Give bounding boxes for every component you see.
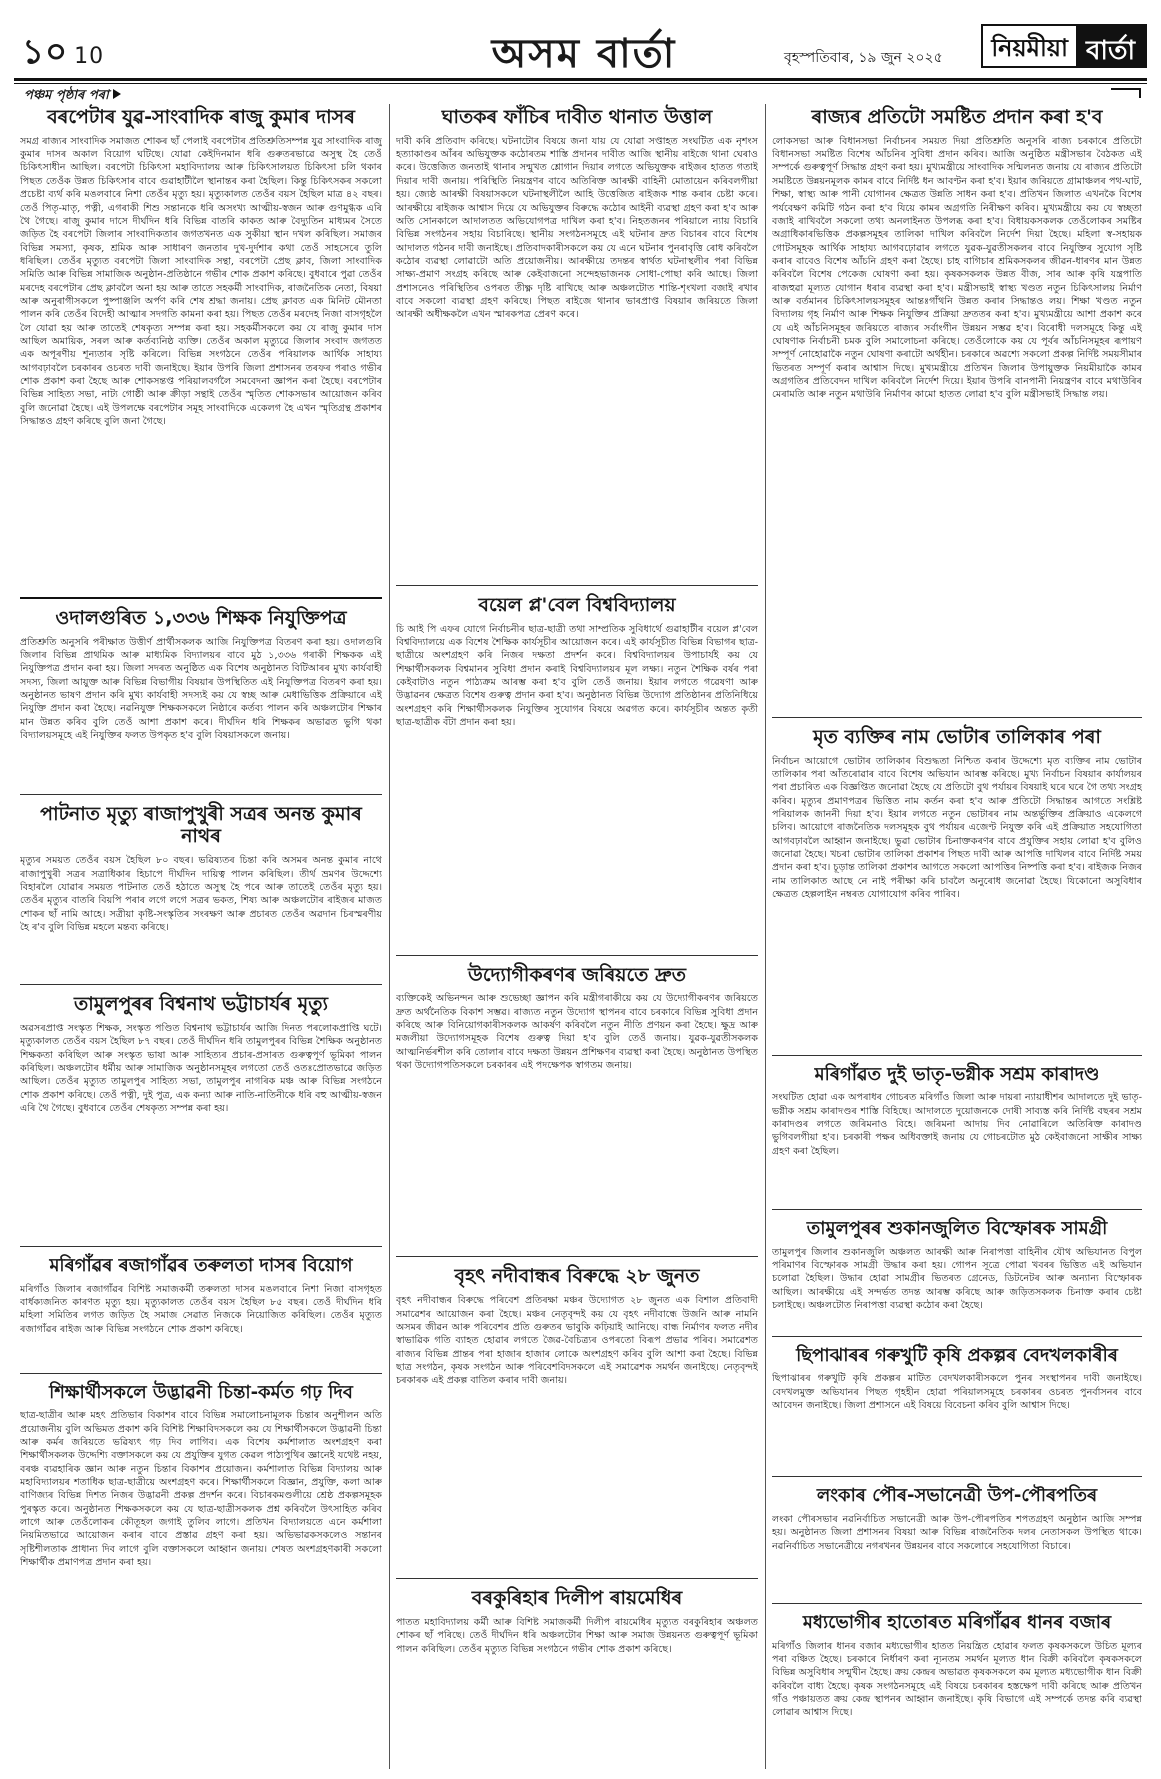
column-2	[396, 104, 758, 1769]
column-divider	[389, 104, 390, 1769]
masthead-rule	[14, 78, 1147, 81]
article-thana-protest	[396, 106, 758, 575]
logo-part-1: নিয়মীয়া	[991, 34, 1068, 62]
divider	[772, 1209, 1142, 1210]
page-number-alt: 10	[74, 44, 105, 69]
article-body: লোকসভা আৰু বিধানসভা নিৰ্বাচনৰ সময়ত দিয়া প্ৰতিশ্ৰুতি অনুসৰি ৰাজ্য চৰকাৰে প্ৰতিটো বিধানসভা সমষ্টিত বিশেষ আঁচনিৰ সুবিধা প্ৰদান কৰিব। আজি অনুষ্ঠিত মন্ত্ৰীসভাৰ বৈঠকত এই সম্পৰ্কে গুৰুত্বপূৰ্ণ সিদ্ধান্ত গ্ৰহণ কৰা হয়। মুখ্যমন্ত্ৰীয়ে সাংবাদিক সন্মিলনত জনায় যে ৰাজ্যৰ প্ৰতিটো সমষ্টিতে উন্নয়নমূলক কামৰ বাবে নিৰ্দিষ্ট ধন আবণ্টন কৰা হ'ব। ইয়াৰ জৰিয়তে গ্ৰামাঞ্চলৰ পথ-ঘাট, শিক্ষা, স্বাস্থ্য আৰু পানী যোগানৰ ক্ষেত্ৰত উন্নতি সাধন কৰা হ'ব। প্ৰতিখন জিলাত এখনকৈ বিশেষ পৰ্যবেক্ষণ কমিটি গঠন কৰা হ'ব যিয়ে কামৰ অগ্ৰগতি নিৰীক্ষণ কৰিব। মুখ্যমন্ত্ৰীয়ে কয় যে স্বচ্ছতা বজাই ৰাখিবলৈ সকলো তথ্য অনলাইনত উপলব্ধ কৰা হ'ব। বিধায়কসকলক তেওঁলোকৰ সমষ্টিৰ অগ্ৰাধিকাৰভিত্তিক প্ৰকল্পসমূহৰ তালিকা দাখিল কৰিবলৈ নিৰ্দেশ দিয়া হৈছে। মহিলা স্ব-সহায়ক গোটসমূহক আৰ্থিক সাহায্য আগবঢ়োৱাৰ লগতে যুৱক-যুৱতীসকলৰ বাবে নিযুক্তিৰ সুযোগ সৃষ্টি কৰাৰ বাবেও বিশেষ আঁচনি গ্ৰহণ কৰা হৈছে। চাহ বাগিচাৰ শ্ৰমিকসকলৰ জীৱন-ধাৰণৰ মান উন্নত কৰিবলৈ বিশেষ পেকেজ ঘোষণা কৰা হয়। কৃষকসকলক উন্নত বীজ, সাৰ আৰু কৃষি যন্ত্ৰপাতি ৰাজহুৱা মূল্যত যোগান ধৰাৰ ব্যৱস্থা কৰা হ'ব। মন্ত্ৰীসভাই স্বাস্থ্য খণ্ডত নতুন চিকিৎসালয় নিৰ্মাণ আৰু বৰ্তমানৰ চিকিৎসালয়সমূহৰ আন্তঃগাঁথনি উন্নত কৰাৰ সিদ্ধান্তও লয়। শিক্ষা খণ্ডত নতুন বিদ্যালয় গৃহ নিৰ্মাণ আৰু শিক্ষক নিযুক্তিৰ প্ৰক্ৰিয়া দ্ৰুততৰ কৰা হ'ব। মুখ্যমন্ত্ৰীয়ে আশা প্ৰকাশ কৰে যে এই আঁচনিসমূহৰ জৰিয়তে ৰাজ্যৰ সৰ্বাংগীন উন্নয়ন সম্ভৱ হ'ব। বিৰোধী দলসমূহে কিন্তু এই ঘোষণাক নিৰ্বাচনী চমক বুলি সমালোচনা কৰিছে। তেওঁলোকে কয় যে পূৰ্বৰ আঁচনিসমূহৰ ৰূপায়ণ সম্পূৰ্ণ নোহোৱাকৈ নতুন ঘোষণা কৰাটো অৰ্থহীন। চৰকাৰে অৱশ্যে সকলো প্ৰকল্প নিৰ্দিষ্ট সময়সীমাৰ ভিতৰত সম্পূৰ্ণ কৰাৰ আশ্বাস দিছে। মুখ্যমন্ত্ৰীয়ে প্ৰতিখন জিলাৰ উপায়ুক্তক নিয়মীয়াকৈ কামৰ অগ্ৰগতিৰ প্ৰতিবেদন দাখিল কৰিবলৈ নিৰ্দেশ দিয়ে। ইয়াৰ উপৰি বানপানী নিয়ন্ত্ৰণৰ বাবে মথাউৰিৰ মেৰামতি আৰু নতুন মথাউৰি নিৰ্মাণৰ কামো হাতত লোৱা হ'ব বুলি মন্ত্ৰীসভাই সিদ্ধান্ত লয়।	[772, 135, 1142, 401]
article-body: প্ৰতিশ্ৰুতি অনুসৰি পৰীক্ষাত উত্তীৰ্ণ প্ৰাৰ্থীসকলক আজি নিযুক্তিপত্ৰ বিতৰণ কৰা হয়। ওদালগুৰি জিলাৰ বিভিন্ন প্ৰাথমিক আৰু মাধ্যমিক বিদ্যালয়ৰ বাবে মুঠ ১,৩৩৬ গৰাকী শিক্ষকক এই নিযুক্তিপত্ৰ প্ৰদান কৰা হয়। জিলা সদৰত অনুষ্ঠিত এক বিশেষ অনুষ্ঠানত বিটিআৰৰ মুখ্য কাৰ্যবাহী সদস্য, জিলা আয়ুক্ত আৰু বিভিন্ন বিভাগীয় বিষয়াৰ উপস্থিতিত এই নিযুক্তিপত্ৰ বিতৰণ কৰা হয়। অনুষ্ঠানত ভাষণ প্ৰদান কৰি মুখ্য কাৰ্যবাহী সদস্যই কয় যে স্বচ্ছ আৰু মেধাভিত্তিক প্ৰক্ৰিয়াৰে এই নিযুক্তি প্ৰদান কৰা হৈছে। নৱনিযুক্ত শিক্ষকসকলে নিষ্ঠাৰে কৰ্তব্য পালন কৰি অঞ্চলটোৰ শিক্ষাৰ মান উন্নত কৰিব বুলি তেওঁ আশা প্ৰকাশ কৰে। দীৰ্ঘদিন ধৰি শিক্ষকৰ অভাৱত ভুগি থকা বিদ্যালয়সমূহে এই নিযুক্তিৰ ফলত উপকৃত হ'ব বুলি বিষয়াসকলে জনায়।	[20, 636, 382, 741]
article-body: নিৰ্বাচন আয়োগে ভোটাৰ তালিকাৰ বিশুদ্ধতা নিশ্চিত কৰাৰ উদ্দেশ্যে মৃত ব্যক্তিৰ নাম ভোটাৰ তালিকাৰ পৰা আঁতৰোৱাৰ বাবে বিশেষ অভিযান আৰম্ভ কৰিছে। মুখ্য নিৰ্বাচন বিষয়াৰ কাৰ্যালয়ৰ পৰা প্ৰচাৰিত এক বিজ্ঞপ্তিত জনোৱা হৈছে যে প্ৰতিটো বুথ পৰ্যায়ৰ বিষয়াই ঘৰে ঘৰে গৈ তথ্য সংগ্ৰহ কৰিব। মৃত্যুৰ প্ৰমাণপত্ৰৰ ভিত্তিত নাম কৰ্তন কৰা হ'ব আৰু প্ৰতিটো সিদ্ধান্তৰ আগতে সংশ্লিষ্ট পৰিয়ালক জাননী দিয়া হ'ব। ইয়াৰ লগতে নতুন ভোটাৰৰ নাম অন্তৰ্ভুক্তিৰ প্ৰক্ৰিয়াও একেলগে চলিব। আয়োগে ৰাজনৈতিক দলসমূহক বুথ পৰ্যায়ৰ এজেণ্ট নিযুক্ত কৰি এই প্ৰক্ৰিয়াত সহযোগিতা আগবঢ়াবলৈ আহ্বান জনাইছে। ভুৱা ভোটাৰ চিনাক্তকৰণৰ বাবে প্ৰযুক্তিৰ সহায় লোৱা হ'ব বুলিও জনোৱা হৈছে। খচৰা ভোটাৰ তালিকা প্ৰকাশৰ পিছত দাবী আৰু আপত্তি দাখিলৰ বাবে নিৰ্দিষ্ট সময় প্ৰদান কৰা হ'ব। চূড়ান্ত তালিকা প্ৰকাশৰ আগতে সকলো আপত্তিৰ নিষ্পত্তি কৰা হ'ব। ৰাইজক নিজৰ নাম তালিকাত আছে নে নাই পৰীক্ষা কৰি চাবলৈ অনুৰোধ জনোৱা হৈছে। যিকোনো অসুবিধাৰ ক্ষেত্ৰত হেল্পলাইন নম্বৰত যোগাযোগ কৰিব পাৰিব।	[772, 755, 1142, 901]
article-headline: তামুলপুৰৰ শুকানজুলিত বিস্ফোৰক সামগ্ৰী	[806, 1218, 1108, 1240]
article-body: মৰিগাঁও জিলাৰ ধানৰ বজাৰ মধ্যভোগীৰ হাতত নিয়ন্ত্ৰিত হোৱাৰ ফলত কৃষকসকলে উচিত মূল্যৰ পৰা বঞ্চিত হৈছে। চৰকাৰে নিৰ্ধাৰণ কৰা ন্যূনতম সমৰ্থন মূল্যত ধান বিক্ৰী কৰিবলৈ কৃষকসকলে বিভিন্ন অসুবিধাৰ সন্মুখীন হৈছে। ক্ৰয় কেন্দ্ৰৰ অভাৱত কৃষকসকলে কম মূল্যত মধ্যভোগীক ধান বিক্ৰী কৰিবলৈ বাধ্য হৈছে। কৃষক সংগঠনসমূহে এই বিষয়ে চৰকাৰৰ হস্তক্ষেপ দাবী কৰিছে আৰু প্ৰতিখন গাঁও পঞ্চায়তত ক্ৰয় কেন্দ্ৰ স্থাপনৰ আহ্বান জনাইছে। কৃষি বিভাগে এই সম্পৰ্কে তদন্ত কৰি ব্যৱস্থা লোৱাৰ আশ্বাস দিছে।	[772, 1640, 1142, 1719]
article-big-dam	[396, 1265, 758, 1568]
article-body: সংঘটিত হোৱা এক অপৰাধৰ গোচৰত মৰিগাঁও জিলা আৰু দায়ৰা ন্যায়াধীশৰ আদালতে দুই ভাতৃ-ভগ্নীক সশ্ৰম কাৰাদণ্ডৰ শাস্তি বিহিছে। আদালতে দুয়োজনকে দোষী সাব্যস্ত কৰি নিৰ্দিষ্ট বছৰৰ সশ্ৰম কাৰাদণ্ডৰ লগতে জৰিমনাও বিহে। জৰিমনা আদায় দিব নোৱাৰিলে অতিৰিক্ত কাৰাদণ্ড ভুগিবলগীয়া হ'ব। চৰকাৰী পক্ষৰ অধিবক্তাই জনায় যে গোচৰটোত মুঠ কেইবাজনো সাক্ষীৰ সাক্ষ্য গ্ৰহণ কৰা হৈছিল।	[772, 1092, 1142, 1157]
divider	[20, 1373, 382, 1374]
divider	[20, 597, 382, 599]
article-headline: মধ্যভোগীৰ হাতোৰত মৰিগাঁৱৰ ধানৰ বজাৰ	[802, 1611, 1112, 1633]
article-headline: বয়েল প্ল'বেল বিশ্ববিদ্যালয়	[478, 593, 676, 616]
newspaper-logo	[981, 24, 1147, 68]
divider	[20, 984, 382, 985]
publication-date: বৃহস্পতিবাৰ, ১৯ জুন ২০২৫	[784, 50, 943, 66]
article-headline: ৰাজ্যৰ প্ৰতিটো সমষ্টিত প্ৰদান কৰা হ'ব	[811, 106, 1103, 128]
divider	[772, 1603, 1142, 1604]
divider	[396, 955, 758, 956]
column-3	[772, 104, 1142, 1769]
divider	[772, 1055, 1142, 1056]
divider	[772, 1476, 1142, 1477]
masthead	[14, 18, 1147, 78]
article-borkurihar	[396, 1587, 758, 1708]
article-rajukumar	[20, 106, 382, 587]
article-headline: শিক্ষাৰ্থীসকলে উদ্ভাৱনী চিন্তা-কৰ্মত গঢ় দিব	[49, 1381, 353, 1403]
divider	[20, 794, 382, 795]
article-university	[396, 594, 758, 945]
article-body: মৃত্যুৰ সময়ত তেওঁৰ বয়স হৈছিল ৮০ বছৰ। ভৱিষ্যতৰ চিন্তা কৰি অসমৰ অনন্ত কুমাৰ নাথে ৰাজাপুখুৰী সত্ৰৰ সত্ৰাধিকাৰ হিচাপে দীৰ্ঘদিন দায়িত্ব পালন কৰিছিল। তীৰ্থ ভ্ৰমণৰ উদ্দেশ্যে বিহাৰলৈ যোৱাৰ সময়ত পাটনাত তেওঁ হঠাতে অসুস্থ হৈ পৰে আৰু তাতেই তেওঁৰ মৃত্যু হয়। তেওঁৰ মৃত্যুৰ বাতৰি বিয়পি পৰাৰ লগে লগে সত্ৰৰ ভকত, শিষ্য আৰু অঞ্চলটোৰ ৰাইজৰ মাজত শোকৰ ছাঁ নামি আহে। সত্ৰীয়া কৃষ্টি-সংস্কৃতিৰ সংৰক্ষণ আৰু প্ৰচাৰত তেওঁৰ অৱদান চিৰস্মৰণীয় হৈ ৰ'ব বুলি বিভিন্ন মহলে মন্তব্য কৰিছে।	[20, 855, 382, 933]
article-body: মৰিগাঁও জিলাৰ ৰজাগাঁৱৰ বিশিষ্ট সমাজকৰ্মী তৰুলতা দাসৰ মঙলবাৰে নিশা নিজা বাসগৃহত বাৰ্ধক্যজনিত কাৰণত মৃত্যু হয়। মৃত্যুকালত তেওঁৰ বয়স হৈছিল ৮৫ বছৰ। তেওঁ দীৰ্ঘদিন ধৰি মহিলা সমিতিৰ লগত জড়িত হৈ সমাজ সেৱাত নিজকে নিয়োজিত কৰিছিল। তেওঁৰ মৃত্যুত ৰজাগাঁৱৰ ৰাইজ আৰু বিভিন্ন সংগঠনে শোক প্ৰকাশ কৰিছে।	[20, 1283, 382, 1335]
article-headline: ঘাতকৰ ফাঁচিৰ দাবীত থানাত উত্তাল	[441, 106, 713, 128]
article-headline: তামুলপুৰৰ বিশ্বনাথ ভট্টাচাৰ্যৰ মৃত্যু	[74, 993, 328, 1016]
article-sipajhar	[772, 1345, 1142, 1467]
column-divider	[765, 104, 766, 1769]
masthead-rule-thin	[14, 83, 1147, 84]
article-headline: উদ্যোগীকৰণৰ জৰিয়তে দ্ৰুত	[468, 963, 686, 986]
article-body: লংকা পৌৰসভাৰ নৱনিৰ্বাচিত সভানেত্ৰী আৰু উপ-পৌৰপতিৰ শপতগ্ৰহণ অনুষ্ঠান আজি সম্পন্ন হয়। অনুষ্ঠানত জিলা প্ৰশাসনৰ বিষয়া আৰু বিভিন্ন ৰাজনৈতিক দলৰ নেতাসকল উপস্থিত থাকে। নৱনিৰ্বাচিত সভানেত্ৰীয়ে নগৰখনৰ উন্নয়নৰ বাবে সকলোৰে সহযোগিতা বিচাৰে।	[772, 1513, 1142, 1552]
article-students	[20, 1382, 382, 1769]
article-explosives	[772, 1218, 1142, 1326]
article-body: পাতত মহাবিদ্যালয় কৰ্মী আৰু বিশিষ্ট সমাজকৰ্মী দিলীপ ৰায়মেধিৰ মৃত্যুত বৰকুৰিহাৰ অঞ্চলত শোকৰ ছাঁ পৰিছে। তেওঁ দীৰ্ঘদিন ধৰি অঞ্চলটোৰ শিক্ষা আৰু সমাজ উন্নয়নত গুৰুত্বপূৰ্ণ ভূমিকা পালন কৰিছিল। তেওঁৰ মৃত্যুত বিভিন্ন সংগঠনে গভীৰ শোক প্ৰকাশ কৰিছে।	[396, 1616, 758, 1655]
article-lanka	[772, 1485, 1142, 1593]
article-body: সমগ্ৰ ৰাজ্যৰ সাংবাদিক সমাজত শোকৰ ছাঁ পেলাই বৰপেটাৰ প্ৰতিশ্ৰুতিসম্পন্ন যুৱ সাংবাদিক ৰাজু কুমাৰ দাসৰ অকাল বিয়োগ ঘটিছে। যোৱা কেইদিনমান ধৰি গুৰুতৰভাৱে অসুস্থ হৈ তেওঁ চিকিৎসাধীন আছিল। বৰপেটা চিকিৎসা মহাবিদ্যালয় আৰু চিকিৎসালয়ত চিকিৎসা চলি থকাৰ পিছত তেওঁক উন্নত চিকিৎসাৰ বাবে গুৱাহাটীলৈ স্থানান্তৰ কৰা হৈছিল। কিন্তু চিকিৎসকৰ সকলো প্ৰচেষ্টা ব্যৰ্থ কৰি মঙলবাৰে নিশা তেওঁৰ মৃত্যু হয়। মৃত্যুকালত তেওঁৰ বয়স হৈছিল মাত্ৰ ৪২ বছৰ। তেওঁ পিতৃ-মাতৃ, পত্নী, এগৰাকী শিশু সন্তানকে ধৰি অসংখ্য আত্মীয়-স্বজন আৰু গুণমুগ্ধক এৰি থৈ গৈছে। ৰাজু কুমাৰ দাসে দীৰ্ঘদিন ধৰি বিভিন্ন বাতৰি কাকত আৰু বৈদ্যুতিন মাধ্যমৰ সৈতে জড়িত হৈ বৰপেটা জিলাৰ সাংবাদিকতাৰ জগতখনত এক সুকীয়া স্থান দখল কৰিছিল। সমাজৰ বিভিন্ন সমস্যা, কৃষক, শ্ৰমিক আৰু সাধাৰণ জনতাৰ দুখ-দুৰ্দশাৰ কথা তেওঁ সাহসেৰে তুলি ধৰিছিল। তেওঁৰ মৃত্যুত বৰপেটা জিলা সাংবাদিক সন্থা, বৰপেটা প্ৰেছ ক্লাব, জিলা সাংবাদিক সমিতি আৰু বিভিন্ন সামাজিক অনুষ্ঠান-প্ৰতিষ্ঠানে গভীৰ শোক প্ৰকাশ কৰিছে। বুধবাৰে পুৱা তেওঁৰ মৰদেহ বৰপেটাৰ প্ৰেছ ক্লাবলৈ অনা হয় আৰু তাতে সহকৰ্মী সাংবাদিক, ৰাজনৈতিক নেতা, বিষয়া আৰু অনুৰাগীসকলে পুষ্পাঞ্জলি অৰ্পণ কৰি শেষ শ্ৰদ্ধা জনায়। প্ৰেছ ক্লাবত এক মিনিট মৌনতা পালন কৰি তেওঁৰ বিদেহী আত্মাৰ সদগতি কামনা কৰা হয়। পিছত তেওঁৰ মৰদেহ নিজা বাসগৃহলৈ লৈ যোৱা হয় আৰু তাতেই শেষকৃত্য সম্পন্ন কৰা হয়। সহকৰ্মীসকলে কয় যে ৰাজু কুমাৰ দাস আছিল অমায়িক, সৰল আৰু কৰ্তব্যনিষ্ঠ ব্যক্তি। তেওঁৰ অকাল মৃত্যুৱে জিলাৰ সংবাদ জগতত এক অপূৰণীয় শূন্যতাৰ সৃষ্টি কৰিলে। বিভিন্ন সংগঠনে তেওঁৰ পৰিয়ালক আৰ্থিক সাহায্য আগবঢ়াবলৈ চৰকাৰৰ ওচৰত দাবী জনাইছে। ইয়াৰ উপৰি জিলা প্ৰশাসনৰ তৰফৰ পৰাও গভীৰ শোক প্ৰকাশ কৰা হৈছে আৰু শোকসন্তপ্ত পৰিয়ালবৰ্গলৈ সমবেদনা জ্ঞাপন কৰা হৈছে। বৰপেটাৰ বিভিন্ন সাহিত্য সভা, নাট্য গোষ্ঠী আৰু ক্ৰীড়া সন্থাই তেওঁৰ স্মৃতিত শোকসভাৰ আয়োজন কৰিব বুলি জনোৱা হৈছে। এই উপলক্ষে বৰপেটাৰ সমূহ সাংবাদিকে একেলগ হৈ এখন স্মৃতিগ্ৰন্থ প্ৰকাশৰ সিদ্ধান্তও গ্ৰহণ কৰিছে বুলি জনা গৈছে।	[20, 135, 382, 428]
article-morigaon-sentence	[772, 1064, 1142, 1200]
section-title: অসম বাৰ্তা	[491, 30, 677, 77]
article-constituency	[772, 106, 1142, 707]
article-patna	[20, 803, 382, 975]
article-headline: ছিপাঝাৰৰ গৰুখুটি কৃষি প্ৰকল্পৰ বেদখলকাৰীৰ	[796, 1344, 1118, 1366]
article-body: তামুলপুৰ জিলাৰ শুকানজুলি অঞ্চলত আৰক্ষী আৰু নিৰাপত্তা বাহিনীৰ যৌথ অভিযানত বিপুল পৰিমাণৰ বিস্ফোৰক সামগ্ৰী উদ্ধাৰ কৰা হয়। গোপন সূত্ৰে পোৱা খবৰৰ ভিত্তিত এই অভিযান চলোৱা হৈছিল। উদ্ধাৰ হোৱা সামগ্ৰীৰ ভিতৰত গ্ৰেনেড, ডিটনেটৰ আৰু অন্যান্য বিস্ফোৰক আছিল। আৰক্ষীয়ে এই সন্দৰ্ভত তদন্ত আৰম্ভ কৰিছে আৰু জড়িতসকলক চিনাক্ত কৰাৰ চেষ্টা চলাইছে। অঞ্চলটোত নিৰাপত্তা ব্যৱস্থা কঠোৰ কৰা হৈছে।	[772, 1246, 1142, 1312]
article-headline: মৃত ব্যক্তিৰ নাম ভোটাৰ তালিকাৰ পৰা	[813, 725, 1101, 748]
article-paddy-market	[772, 1612, 1142, 1769]
corner-ornament	[1111, 88, 1141, 98]
article-body: ছাত্ৰ-ছাত্ৰীৰ আৰু মহৎ প্ৰতিভাৰ বিকাশৰ বাবে বিভিন্ন সমালোচনামূলক চিন্তাৰ অনুশীলন অতি প্ৰয়োজনীয় বুলি অভিমত প্ৰকাশ কৰি বিশিষ্ট শিক্ষাবিদসকলে কয় যে শিক্ষাৰ্থীসকলে উদ্ভাৱনী চিন্তা আৰু কৰ্মৰ জৰিয়তে ভৱিষ্যৎ গঢ় দিব লাগিব। এক বিশেষ কৰ্মশালাত অংশগ্ৰহণ কৰা শিক্ষাৰ্থীসকলক উদ্দেশ্যি বক্তাসকলে কয় যে প্ৰযুক্তিৰ যুগত কেৱল পাঠ্যপুথিৰ জ্ঞানেই যথেষ্ট নহয়, বৰঞ্চ ব্যৱহাৰিক জ্ঞান আৰু নতুন চিন্তাৰ বিকাশৰ প্ৰয়োজন। কৰ্মশালাত বিভিন্ন বিদ্যালয় আৰু মহাবিদ্যালয়ৰ শতাধিক ছাত্ৰ-ছাত্ৰীয়ে অংশগ্ৰহণ কৰে। শিক্ষাৰ্থীসকলে বিজ্ঞান, প্ৰযুক্তি, কলা আৰু বাণিজ্যৰ বিভিন্ন দিশত নিজৰ উদ্ভাৱনী প্ৰকল্প প্ৰদৰ্শন কৰে। বিচাৰকমণ্ডলীয়ে শ্ৰেষ্ঠ প্ৰকল্পসমূহক পুৰস্কৃত কৰে। অনুষ্ঠানত শিক্ষকসকলে কয় যে ছাত্ৰ-ছাত্ৰীসকলক প্ৰশ্ন কৰিবলৈ উৎসাহিত কৰিব লাগে আৰু তেওঁলোকৰ কৌতূহল জগাই তুলিব লাগে। প্ৰতিখন বিদ্যালয়তে এনে কৰ্মশালা নিয়মিতভাৱে আয়োজন কৰাৰ বাবে প্ৰস্তাৱ গ্ৰহণ কৰা হয়। অভিভাৱকসকলেও সন্তানৰ সৃষ্টিশীলতাক প্ৰাধান্য দিব লাগে বুলি বক্তাসকলে আহ্বান জনায়। শেষত অংশগ্ৰহণকাৰী সকলো শিক্ষাৰ্থীক প্ৰমাণপত্ৰ প্ৰদান কৰা হয়।	[20, 1410, 382, 1568]
divider	[772, 1336, 1142, 1337]
logo-part-2: বাৰ্তা	[1076, 26, 1145, 66]
divider	[20, 1246, 382, 1247]
article-morigaon-taruluta	[20, 1255, 382, 1363]
divider	[396, 585, 758, 586]
article-body: অৱসৰপ্ৰাপ্ত সংস্কৃত শিক্ষক, সংস্কৃত পণ্ডিত বিশ্বনাথ ভট্টাচাৰ্যৰ আজি দিনত পৰলোকপ্ৰাপ্তি ঘটে। মৃত্যুকালত তেওঁৰ বয়স হৈছিল ৮৭ বছৰ। তেওঁ দীৰ্ঘদিন ধৰি তামুলপুৰৰ বিভিন্ন শৈক্ষিক অনুষ্ঠানত শিক্ষকতা কৰিছিল আৰু সংস্কৃত ভাষা আৰু সাহিত্যৰ প্ৰচাৰ-প্ৰসাৰত গুৰুত্বপূৰ্ণ ভূমিকা পালন কৰিছিল। অঞ্চলটোৰ ধৰ্মীয় আৰু সামাজিক অনুষ্ঠানসমূহৰ লগতো তেওঁ ওতঃপ্ৰোতভাৱে জড়িত আছিল। তেওঁৰ মৃত্যুত তামুলপুৰ সাহিত্য সভা, তামুলপুৰ নাগৰিক মঞ্চ আৰু বিভিন্ন সংগঠনে শোক প্ৰকাশ কৰিছে। তেওঁ পত্নী, দুই পুত্ৰ, এক কন্যা আৰু নাতি-নাতিনীকে ধৰি বহু আত্মীয়-স্বজন এৰি থৈ গৈছে। বুধবাৰে তেওঁৰ শেষকৃত্য সম্পন্ন কৰা হয়।	[20, 1022, 382, 1115]
divider	[396, 1256, 758, 1257]
article-tamulpur	[20, 993, 382, 1236]
article-headline: মৰিগাঁৱত দুই ভাতৃ-ভগ্নীক সশ্ৰম কাৰাদণ্ড	[814, 1063, 1100, 1085]
continued-from-label: পঞ্চম পৃষ্ঠাৰ পৰা	[24, 86, 121, 107]
article-body: ছিপাঝাৰৰ গৰুখুটি কৃষি প্ৰকল্পৰ মাটিত বেদখলকাৰীসকলে পুনৰ সংস্থাপনৰ দাবী জনাইছে। বেদখলমুক্ত অভিযানৰ পিছত গৃহহীন হোৱা পৰিয়ালসমূহে চৰকাৰৰ ওচৰত পুনৰ্বাসনৰ বাবে আবেদন জনাইছে। জিলা প্ৰশাসনে এই বিষয়ে বিবেচনা কৰিব বুলি আশ্বাস দিছে।	[772, 1373, 1142, 1412]
divider	[396, 1578, 758, 1579]
article-headline: ওদালগুৰিত ১,৩৩৬ শিক্ষক নিযুক্তিপত্ৰ	[55, 606, 347, 629]
article-body: চি আই পি এফৰ যোগে নিৰ্বাচনীৰ ছাত্ৰ-ছাত্ৰী তথা সাম্প্ৰতিক সুবিধাৰ্থে গুৱাহাটীৰ বয়েল প্ল'বেল বিশ্ববিদ্যালয়ে এক বিশেষ শৈক্ষিক কাৰ্যসূচীৰ আয়োজন কৰে। এই কাৰ্যসূচীত বিভিন্ন বিভাগৰ ছাত্ৰ-ছাত্ৰীয়ে অংশগ্ৰহণ কৰি নিজৰ দক্ষতা প্ৰদৰ্শন কৰে। বিশ্ববিদ্যালয়ৰ উপাচাৰ্যই কয় যে শিক্ষাৰ্থীসকলক বিশ্বমানৰ সুবিধা প্ৰদান কৰাই বিশ্ববিদ্যালয়ৰ মূল লক্ষ্য। নতুন শৈক্ষিক বৰ্ষৰ পৰা কেইবাটাও নতুন পাঠ্যক্ৰম আৰম্ভ কৰা হ'ব বুলি তেওঁ জনায়। ইয়াৰ লগতে গৱেষণা আৰু উদ্ভাৱনৰ ক্ষেত্ৰত বিশেষ গুৰুত্ব প্ৰদান কৰা হ'ব। অনুষ্ঠানত বিভিন্ন উদ্যোগ প্ৰতিষ্ঠানৰ প্ৰতিনিধিয়ে অংশগ্ৰহণ কৰি শিক্ষাৰ্থীসকলক নিযুক্তিৰ সুযোগৰ বিষয়ে অৱগত কৰে। কাৰ্যসূচীৰ অন্তত কৃতী ছাত্ৰ-ছাত্ৰীক বঁটা প্ৰদান কৰা হয়।	[396, 623, 758, 728]
article-body: দাবী কৰি প্ৰতিবাদ কৰিছে। ঘটনাটোৰ বিষয়ে জনা যায় যে যোৱা সপ্তাহত সংঘটিত এক নৃশংস হত্যাকাণ্ডৰ আঁৰৰ অভিযুক্তক কঠোৰতম শাস্তি প্ৰদানৰ দাবীত আজি স্থানীয় ৰাইজে থানা ঘেৰাও কৰে। উত্তেজিত জনতাই থানাৰ সন্মুখত শ্লোগান দিয়াৰ লগতে অভিযুক্তক ৰাইজৰ হাতত গতাই দিয়াৰ দাবী জনায়। পৰিস্থিতি নিয়ন্ত্ৰণৰ বাবে অতিৰিক্ত আৰক্ষী বাহিনী মোতায়েন কৰিবলগীয়া হয়। জ্যেষ্ঠ আৰক্ষী বিষয়াসকলে ঘটনাস্থলীলৈ আহি উত্তেজিত ৰাইজক শান্ত কৰাৰ চেষ্টা কৰে। আৰক্ষীয়ে ৰাইজক আশ্বাস দিয়ে যে অভিযুক্তৰ বিৰুদ্ধে কঠোৰ আইনী ব্যৱস্থা গ্ৰহণ কৰা হ'ব আৰু অতি সোনকালে আদালতত অভিযোগপত্ৰ দাখিল কৰা হ'ব। নিহতজনৰ পৰিয়ালে ন্যায় বিচাৰি বিভিন্ন সংগঠনৰ সহায় বিচাৰিছে। স্থানীয় সংগঠনসমূহে এই ঘটনাৰ দ্ৰুত বিচাৰৰ বাবে বিশেষ আদালত গঠনৰ দাবী জনাইছে। প্ৰতিবাদকাৰীসকলে কয় যে এনে ঘটনাৰ পুনৰাবৃত্তি ৰোধ কৰিবলৈ কঠোৰ ব্যৱস্থা লোৱাটো অতি প্ৰয়োজনীয়। আৰক্ষীয়ে তদন্তৰ স্বাৰ্থত ঘটনাস্থলীৰ পৰা বিভিন্ন সাক্ষ্য-প্ৰমাণ সংগ্ৰহ কৰিছে আৰু কেইবাজনো সন্দেহভাজনক সোধা-পোছা কৰি আছে। জিলা প্ৰশাসনেও পৰিস্থিতিৰ ওপৰত তীক্ষ্ণ দৃষ্টি ৰাখিছে আৰু অঞ্চলটোত শান্তি-শৃংখলা বজাই ৰখাৰ বাবে সকলো ব্যৱস্থা গ্ৰহণ কৰিছে। পিছত ৰাইজে থানাৰ ভাৰপ্ৰাপ্ত বিষয়াৰ জৰিয়তে জিলা আৰক্ষী অধীক্ষকলৈ এখন স্মাৰকপত্ৰ প্ৰেৰণ কৰে।	[396, 135, 758, 321]
article-body: ব্যক্তিকেই অভিনন্দন আৰু শুভেচ্ছা জ্ঞাপন কৰি মন্ত্ৰীগৰাকীয়ে কয় যে উদ্যোগীকৰণৰ জৰিয়তে দ্ৰুত অৰ্থনৈতিক বিকাশ সম্ভৱ। ৰাজ্যত নতুন উদ্যোগ স্থাপনৰ বাবে চৰকাৰে বিভিন্ন সুবিধা প্ৰদান কৰিছে আৰু বিনিয়োগকাৰীসকলক আকৰ্ষণ কৰিবলৈ নতুন নীতি প্ৰণয়ন কৰা হৈছে। ক্ষুদ্ৰ আৰু মজলীয়া উদ্যোগসমূহক বিশেষ গুৰুত্ব দিয়া হ'ব বুলি তেওঁ জনায়। যুৱক-যুৱতীসকলক আত্মনিৰ্ভৰশীল কৰি তোলাৰ বাবে দক্ষতা উন্নয়ন প্ৰশিক্ষণৰ ব্যৱস্থা কৰা হৈছে। অনুষ্ঠানত উপস্থিত থকা উদ্যোগপতিসকলে চৰকাৰৰ এই পদক্ষেপক স্বাগতম জনায়।	[396, 993, 758, 1072]
article-industrialization	[396, 964, 758, 1247]
article-udalguri	[20, 607, 382, 784]
page-number: ১০ 10	[22, 32, 105, 72]
article-headline: বৰকুৰিহাৰ দিলীপ ৰায়মেধিৰ	[471, 1587, 683, 1610]
divider	[772, 717, 1142, 718]
article-headline: বৃহৎ নদীবান্ধৰ বিৰুদ্ধে ২৮ জুনত	[454, 1265, 700, 1288]
article-headline: লংকাৰ পৌৰ-সভানেত্ৰী উপ-পৌৰপতিৰ	[816, 1485, 1098, 1507]
article-voter-list	[772, 726, 1142, 1045]
article-headline: পাটনাত মৃত্যু ৰাজাপুখুৰী সত্ৰৰ অনন্ত কুমাৰ নাথৰ	[40, 802, 362, 848]
column-1	[20, 104, 382, 1769]
article-headline: বৰপেটাৰ যুৱ-সাংবাদিক ৰাজু কুমাৰ দাসৰ	[47, 106, 355, 128]
article-body: বৃহৎ নদীবান্ধৰ বিৰুদ্ধে পৰিবেশ প্ৰতিৰক্ষা মঞ্চৰ উদ্যোগত ২৮ জুনত এক বিশাল প্ৰতিবাদী সমাৱেশৰ আয়োজন কৰা হৈছে। মঞ্চৰ নেতৃবৃন্দই কয় যে বৃহৎ নদীবান্ধে উজনি আৰু নামনি অসমৰ জীৱন আৰু পৰিবেশৰ প্ৰতি গুৰুতৰ ভাবুকি কঢ়িয়াই আনিছে। বান্ধ নিৰ্মাণৰ ফলত নদীৰ স্বাভাৱিক গতি ব্যাহত হোৱাৰ লগতে জৈৱ-বৈচিত্ৰ্যৰ ওপৰতো বিৰূপ প্ৰভাৱ পৰিব। সমাৱেশত ৰাজ্যৰ বিভিন্ন প্ৰান্তৰ পৰা হাজাৰ হাজাৰ লোকে অংশগ্ৰহণ কৰিব বুলি আশা কৰা হৈছে। বিভিন্ন ছাত্ৰ সংগঠন, কৃষক সংগঠন আৰু পৰিবেশবিদসকলে এই সমাৱেশক সমৰ্থন জনাইছে। নেতৃবৃন্দই চৰকাৰক এই প্ৰকল্প বাতিল কৰাৰ দাবী জনায়।	[396, 1295, 758, 1387]
article-headline: মৰিগাঁৱৰ ৰজাগাঁৱৰ তৰুলতা দাসৰ বিয়োগ	[49, 1254, 353, 1276]
